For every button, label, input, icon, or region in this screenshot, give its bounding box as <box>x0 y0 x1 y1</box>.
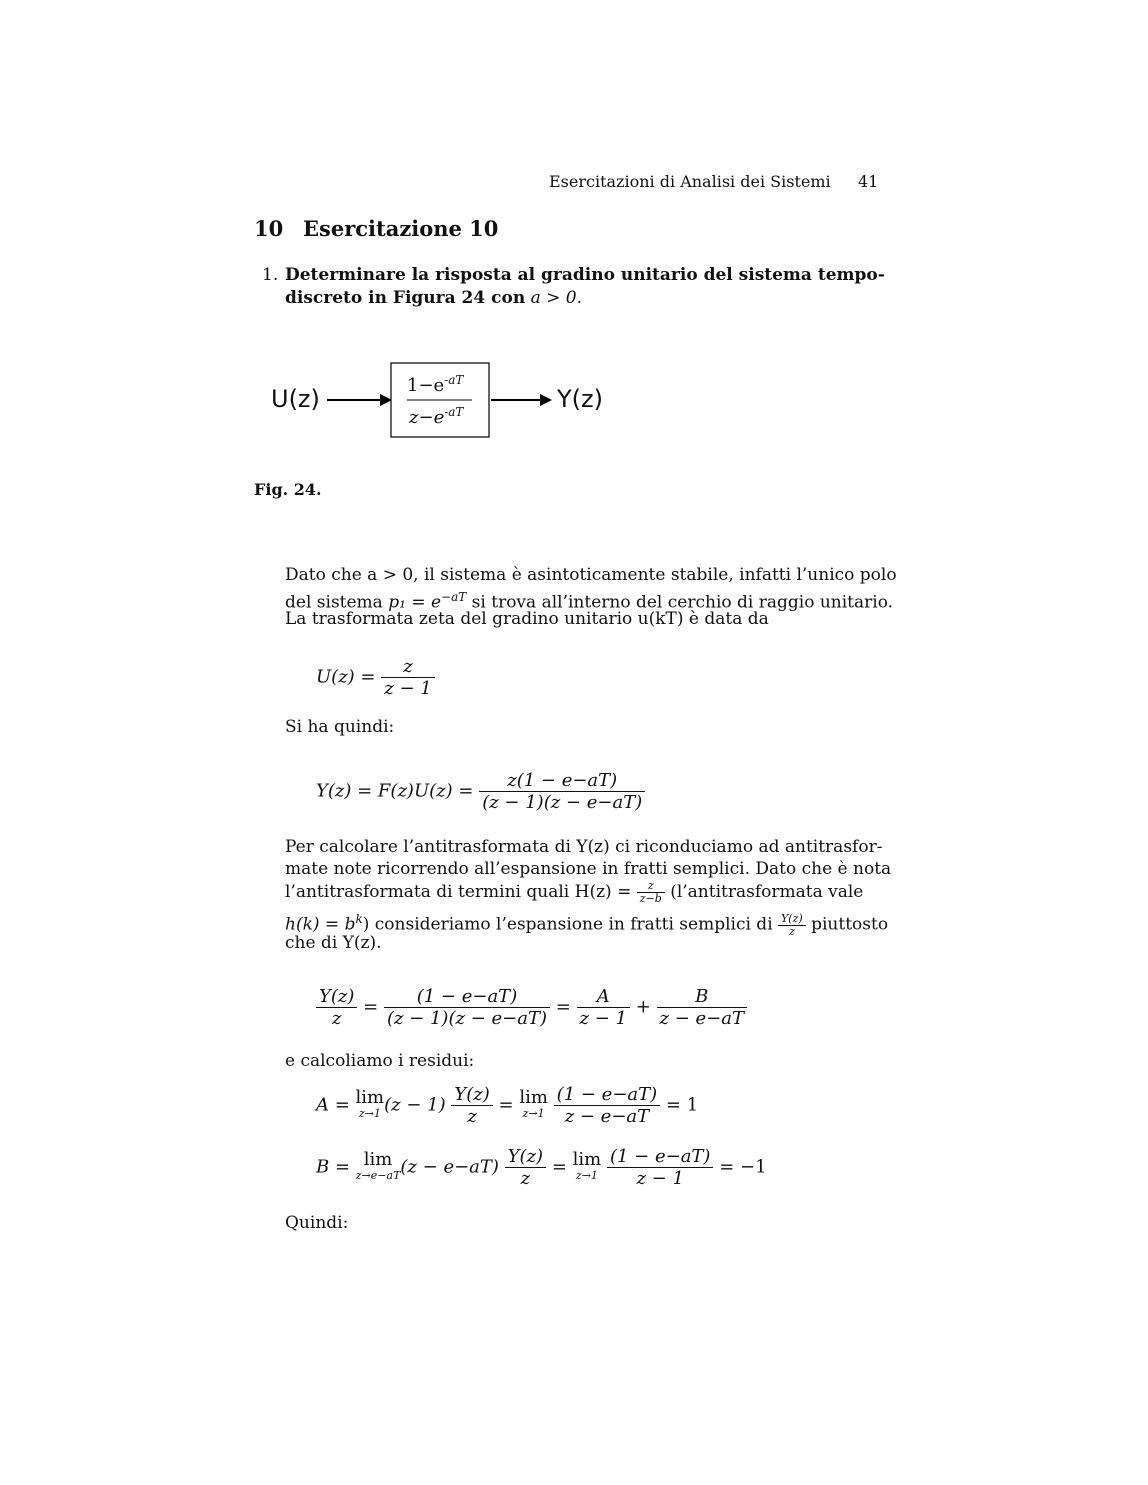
problem-line-1: Determinare la risposta al gradino unitario del sistema tempo- <box>285 265 885 285</box>
problem-line-2 <box>285 287 582 309</box>
quindi: Quindi: <box>285 1213 349 1233</box>
para2-line5: che di Y(z). <box>285 933 382 953</box>
equation-U-fraction: $\frac{z}{z - 1}$ <box>381 656 434 699</box>
equation-U: U(z) = $\frac{z}{z - 1}$ <box>316 656 435 699</box>
equation-residue-A: A = lim z→1 (z − 1) $\frac{Y(z)}{z}$ = lim z→1 $\frac{(1 - e-aT)}{z - e-aT}$ = 1 <box>316 1084 699 1127</box>
block-numerator: $1-e^{-aT}$ <box>407 373 464 396</box>
block-numerator-exp: -aT <box>444 373 464 387</box>
output-label: Y(z) <box>557 385 603 413</box>
equation-partial-fractions: $\frac{Y(z)}{z}$ = $\frac{(1 - e-aT)}{(z - 1)(z - e-aT)}$ = $\frac{A}{z - 1}$ + $\frac{B}{z - e-aT}$ <box>316 986 747 1029</box>
residui-intro: e calcoliamo i residui: <box>285 1051 475 1071</box>
block-denominator-exp: -aT <box>444 405 464 419</box>
para2-line2: mate note ricorrendo all’espansione in fratti semplici. Dato che è nota <box>285 859 892 879</box>
para2-line4: $h(k) = b^k$) consideriamo l’espansione in fratti semplici di $\frac{Y(z)}{z}$ piuttosto <box>285 911 889 938</box>
problem-number: 1. <box>262 265 279 285</box>
input-arrow-head <box>380 394 392 406</box>
para1-line3: La trasformata zeta del gradino unitario u(kT) è data da <box>285 609 769 629</box>
si-ha-quindi: Si ha quindi: <box>285 717 395 737</box>
block-denominator: $z-e^{-aT}$ <box>409 405 464 428</box>
block-diagram <box>260 355 620 445</box>
output-arrow-head <box>540 394 552 406</box>
running-header-title: Esercitazioni di Analisi dei Sistemi <box>549 172 831 191</box>
input-label: U(z) <box>271 385 320 413</box>
para1-line2: del sistema $p_1 = e^{-aT}$ si trova all’interno del cerchio di raggio unitario. <box>285 590 894 613</box>
equation-residue-B: B = lim z→e−aT (z − e−aT) $\frac{Y(z)}{z}$ = lim z→1 $\frac{(1 - e-aT)}{z - 1}$ = −1 <box>316 1146 767 1189</box>
section-title: Esercitazione 10 <box>303 216 499 241</box>
section-number: 10 <box>254 216 284 241</box>
para2-inline-fraction-H: $\frac{z}{z-b}$ <box>637 880 665 905</box>
problem-line-2-text: discreto in Figura 24 con <box>285 288 526 308</box>
pole-expression: p₁ = e <box>388 592 442 613</box>
para2-inline-fraction-Yz: $\frac{Y(z)}{z}$ <box>778 913 806 938</box>
equation-Y-fraction: $\frac{z(1 - e-aT)}{(z - 1)(z - e-aT)}$ <box>479 770 645 813</box>
para2-line3: l’antitrasformata di termini quali H(z) = $\frac{z}{z-b}$ (l’antitrasformata vale <box>285 879 864 905</box>
figure-caption: Fig. 24. <box>254 480 322 499</box>
page-number: 41 <box>858 172 879 191</box>
equation-Y: Y(z) = F(z)U(z) = $\frac{z(1 - e-aT)}{(z - 1)(z - e-aT)}$ <box>316 770 645 813</box>
para1-line1: Dato che a > 0, il sistema è asintoticamente stabile, infatti l’unico polo <box>285 565 897 585</box>
para2-line1: Per calcolare l’antitrasformata di Y(z) ci riconduciamo ad antitrasfor- <box>285 837 883 857</box>
problem-condition: a > 0. <box>530 288 583 308</box>
